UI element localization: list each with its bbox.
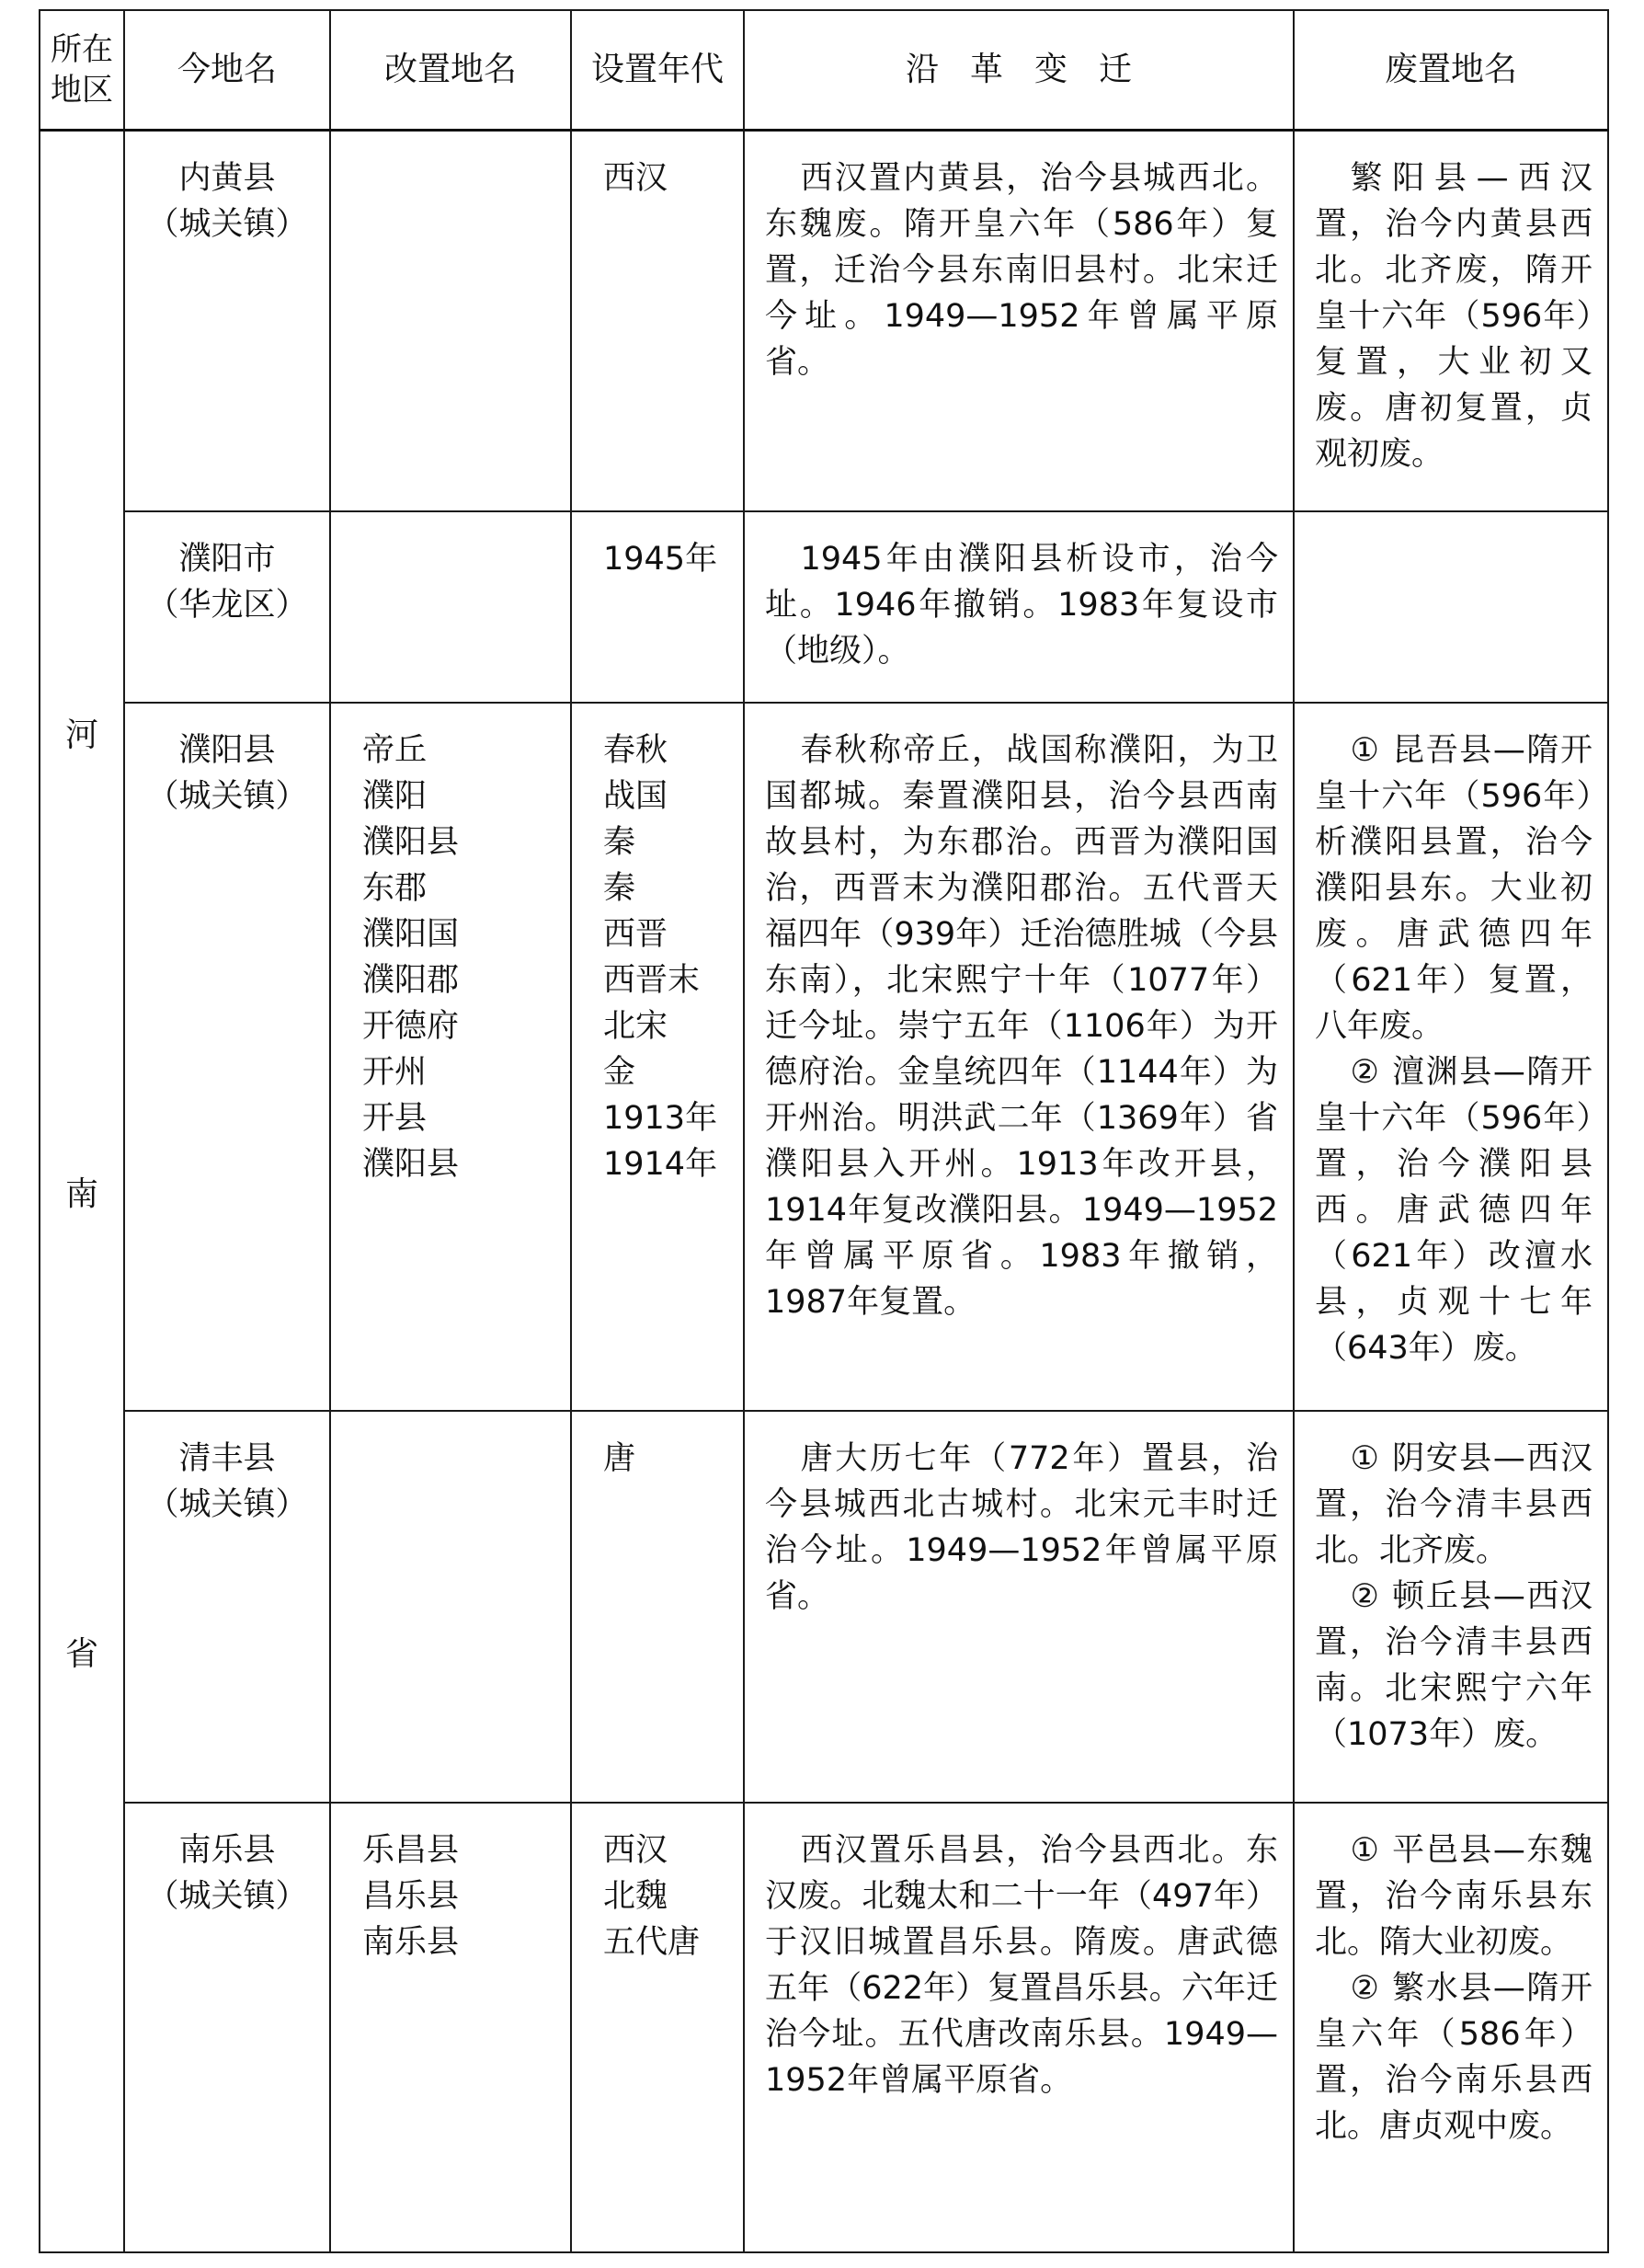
region-char: 省 — [64, 1634, 98, 1673]
renamed-item: 昌乐县 — [362, 1877, 460, 1915]
place-seat: （城关镇） — [146, 777, 308, 815]
abolished-item: 繁阳县—西汉置，治今内黄县西北。北齐废，隋开皇十六年（596年）复置，大业初又废。唐初复置，贞观初废。 — [1315, 160, 1593, 473]
place-name: 清丰县 — [178, 1439, 276, 1477]
renamed-item: 开县 — [362, 1099, 428, 1137]
abolished-item: ① 平邑县—东魏置，治今南乐县东北。隋大业初废。 — [1315, 1831, 1593, 1961]
established-item: 1945年 — [603, 540, 718, 578]
history-text: 唐大历七年（772年）置县，治今县城西北古城村。北宋元丰时迁治今址。1949—1952年曾属平原省。 — [765, 1439, 1278, 1615]
history-cell — [744, 1803, 1294, 2253]
place-name: 南乐县 — [178, 1831, 276, 1869]
established-item: 北宋 — [603, 1007, 668, 1045]
established-item: 秦 — [603, 869, 636, 907]
renamed-cell — [330, 131, 571, 511]
place-seat: （华龙区） — [146, 586, 308, 624]
header-current-name: 今地名 — [124, 10, 330, 131]
history-text: 西汉置乐昌县，治今县西北。东汉废。北魏太和二十一年（497年）于汉旧城置昌乐县。隋废。唐武德五年（622年）复置昌乐县。六年迁治今址。五代唐改南乐县。1949—1952年曾属平原省。 — [765, 1831, 1278, 2099]
established-item: 五代唐 — [603, 1923, 701, 1961]
established-cell — [571, 1803, 744, 2253]
current-name-cell — [124, 511, 330, 703]
established-cell — [571, 131, 744, 511]
established-item: 1914年 — [603, 1145, 718, 1183]
region-cell — [40, 131, 124, 2253]
established-item: 1913年 — [603, 1099, 718, 1137]
abolished-item: ① 阴安县—西汉置，治今清丰县西北。北齐废。 — [1315, 1439, 1593, 1569]
header-history: 沿革变迁 — [744, 10, 1294, 131]
abolished-cell — [1294, 1803, 1608, 2253]
place-seat: （城关镇） — [146, 206, 308, 243]
abolished-cell — [1294, 511, 1608, 703]
region-char: 南 — [64, 1175, 98, 1213]
header-renamed: 改置地名 — [330, 10, 571, 131]
renamed-item: 开州 — [362, 1053, 428, 1091]
established-cell — [571, 1411, 744, 1803]
established-item: 北魏 — [603, 1877, 668, 1915]
renamed-item: 濮阳郡 — [362, 961, 460, 999]
renamed-item: 乐昌县 — [362, 1831, 460, 1869]
abolished-cell — [1294, 1411, 1608, 1803]
header-established: 设置年代 — [571, 10, 744, 131]
established-item: 西晋末 — [603, 961, 701, 999]
established-item: 秦 — [603, 823, 636, 861]
renamed-item: 濮阳 — [362, 777, 428, 815]
renamed-item: 帝丘 — [362, 731, 428, 769]
history-cell — [744, 703, 1294, 1411]
renamed-item: 开德府 — [362, 1007, 460, 1045]
established-item: 金 — [603, 1053, 636, 1091]
abolished-cell — [1294, 703, 1608, 1411]
history-text: 春秋称帝丘，战国称濮阳，为卫国都城。秦置濮阳县，治今县西南故县村，为东郡治。西晋为濮阳国治，西晋末为濮阳郡治。五代晋天福四年（939年）迁治德胜城（今县东南），北宋熙宁十年（1077年）迁今址。崇宁五年（1106年）为开德府治。金皇统四年（1144年）为开州治。明洪武二年（1369年）省濮阳县入开州。1913年改开县，1914年复改濮阳县。1949—1952年曾属平原省。1983年撤销，1987年复置。 — [765, 731, 1278, 1321]
history-cell — [744, 511, 1294, 703]
table-row — [40, 511, 1608, 703]
abolished-item: ② 繁水县—隋开皇六年（586年）置，治今南乐县西北。唐贞观中废。 — [1315, 1969, 1593, 2145]
table-row — [40, 1411, 1608, 1803]
current-name-cell — [124, 703, 330, 1411]
renamed-item: 濮阳国 — [362, 915, 460, 953]
renamed-cell — [330, 703, 571, 1411]
renamed-cell — [330, 1803, 571, 2253]
established-item: 西汉 — [603, 1831, 668, 1869]
place-seat: （城关镇） — [146, 1877, 308, 1915]
history-cell — [744, 1411, 1294, 1803]
header-row — [40, 10, 1608, 131]
table-row — [40, 131, 1608, 511]
renamed-item: 南乐县 — [362, 1923, 460, 1961]
renamed-cell — [330, 511, 571, 703]
abolished-item: ② 顿丘县—西汉置，治今清丰县西南。北宋熙宁六年（1073年）废。 — [1315, 1577, 1593, 1753]
place-name: 内黄县 — [178, 160, 276, 197]
place-name: 濮阳县 — [178, 731, 276, 769]
renamed-item: 濮阳县 — [362, 823, 460, 861]
header-region-line2: 地区 — [51, 72, 113, 109]
renamed-item: 濮阳县 — [362, 1145, 460, 1183]
history-cell — [744, 131, 1294, 511]
current-name-cell — [124, 1411, 330, 1803]
established-cell — [571, 703, 744, 1411]
established-item: 西汉 — [603, 160, 668, 197]
renamed-item: 东郡 — [362, 869, 428, 907]
header-region — [40, 10, 124, 131]
header-abolished: 废置地名 — [1294, 10, 1608, 131]
renamed-cell — [330, 1411, 571, 1803]
abolished-item: ① 昆吾县—隋开皇十六年（596年）析濮阳县置，治今濮阳县东。大业初废。唐武德四年（621年）复置，八年废。 — [1315, 731, 1593, 1045]
table-row — [40, 1803, 1608, 2253]
established-item: 春秋 — [603, 731, 668, 769]
established-item: 西晋 — [603, 915, 668, 953]
abolished-cell — [1294, 131, 1608, 511]
history-text: 1945年由濮阳县析设市，治今址。1946年撤销。1983年复设市（地级）。 — [765, 540, 1278, 670]
header-region-line1: 所在 — [51, 31, 113, 68]
established-item: 战国 — [603, 777, 668, 815]
place-name: 濮阳市 — [178, 540, 276, 578]
current-name-cell — [124, 1803, 330, 2253]
current-name-cell — [124, 131, 330, 511]
established-item: 唐 — [603, 1439, 636, 1477]
place-seat: （城关镇） — [146, 1485, 308, 1523]
abolished-item: ② 澶渊县—隋开皇十六年（596年）置，治今濮阳县西。唐武德四年（621年）改澶水县，贞观十七年（643年）废。 — [1315, 1053, 1593, 1367]
established-cell — [571, 511, 744, 703]
history-text: 西汉置内黄县，治今县城西北。东魏废。隋开皇六年（586年）复置，迁治今县东南旧县村。北宋迁今址。1949—1952年曾属平原省。 — [765, 160, 1278, 381]
history-table — [39, 9, 1609, 2253]
region-char: 河 — [64, 716, 98, 754]
table-row — [40, 703, 1608, 1411]
